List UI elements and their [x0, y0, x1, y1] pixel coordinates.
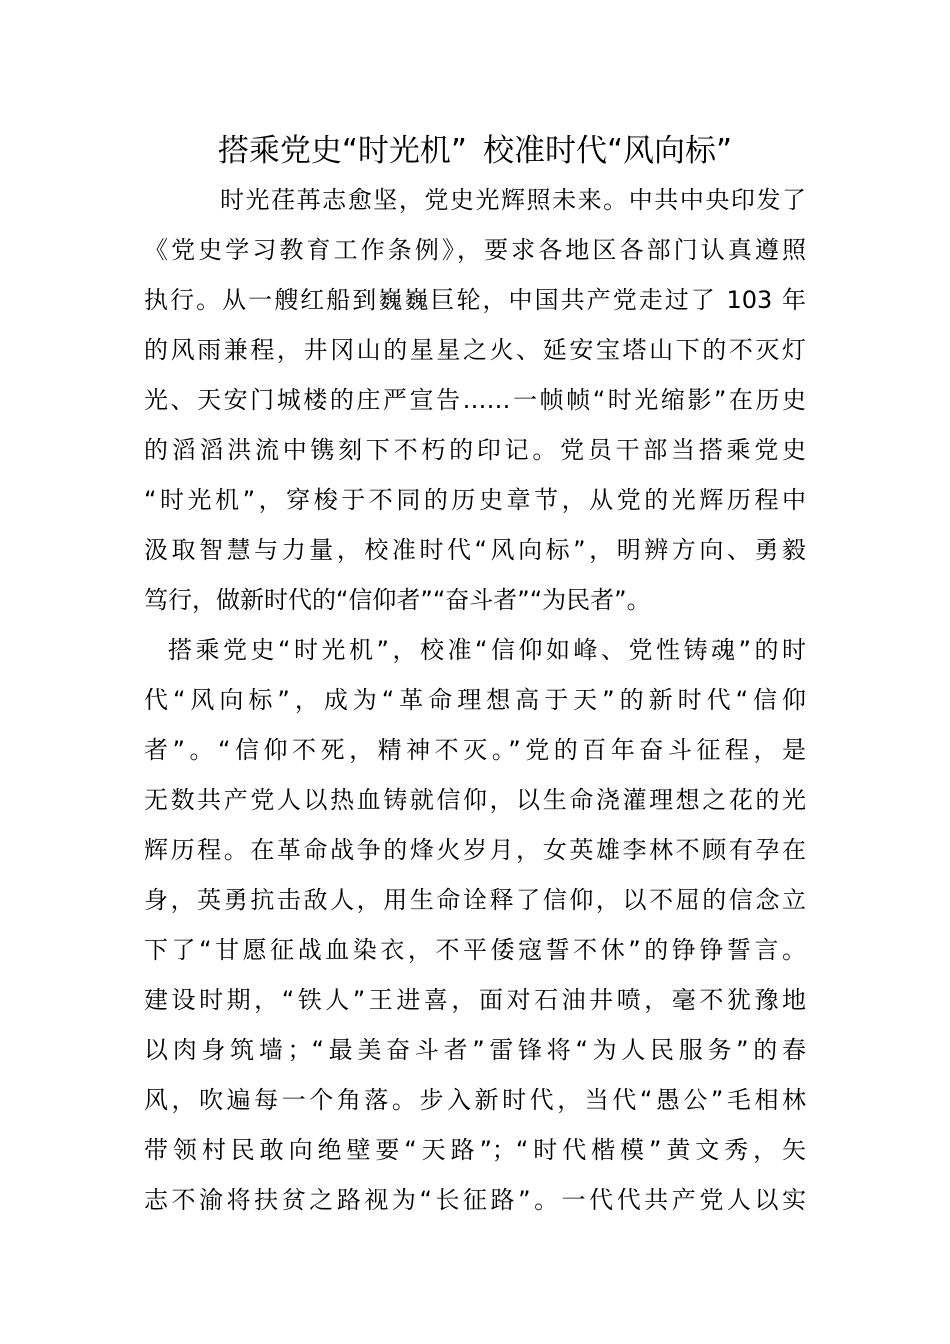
paragraph-line: 无数共产党人以热血铸就信仰，以生命浇灌理想之花的光 [144, 786, 806, 814]
paragraph-line: 代“风向标”，成为“革命理想高于天”的新时代“信仰 [144, 686, 806, 714]
paragraph-1 [144, 175, 806, 625]
paragraph-line: 的滔滔洪流中镌刻下不朽的印记。党员干部当搭乘党史 [144, 436, 806, 464]
paragraph-line: 下了“甘愿征战血染衣，不平倭寇誓不休”的铮铮誓言。 [144, 936, 806, 964]
document-body [144, 175, 806, 1225]
paragraph-line: 笃行，做新时代的“信仰者”“奋斗者”“为民者”。 [144, 586, 651, 614]
paragraph-line: 《党史学习教育工作条例》，要求各地区各部门认真遵照 [144, 236, 806, 264]
paragraph-line: 以肉身筑墙；“最美奋斗者”雷锋将“为人民服务”的春 [144, 1036, 806, 1064]
paragraph-line: 时光荏苒志愈坚，党史光辉照未来。中共中央印发了 [220, 186, 806, 214]
paragraph-line: 辉历程。在革命战争的烽火岁月，女英雄李林不顾有孕在 [144, 836, 806, 864]
title-part-2: 校准时代“风向标” [483, 133, 733, 169]
paragraph-line: 汲取智慧与力量，校准时代“风向标”，明辨方向、勇毅 [144, 536, 806, 564]
paragraph-line: 风，吹遍每一个角落。步入新时代，当代“愚公”毛相林 [144, 1086, 806, 1114]
paragraph-line: 光、天安门城楼的庄严宣告……一帧帧“时光缩影”在历史 [144, 386, 806, 414]
paragraph-line: 的风雨兼程，井冈山的星星之火、延安宝塔山下的不灭灯 [144, 336, 806, 364]
paragraph-line: 搭乘党史“时光机”，校准“信仰如峰、党性铸魂”的时 [168, 636, 806, 664]
paragraph-line: “时光机”，穿梭于不同的历史章节，从党的光辉历程中 [144, 486, 806, 514]
title-part-1: 搭乘党史“时光机” [217, 133, 467, 169]
paragraph-line: 建设时期，“铁人”王进喜，面对石油井喷，毫不犹豫地 [144, 986, 806, 1014]
paragraph-line: 带领村民敢向绝壁要“天路”；“时代楷模”黄文秀，矢 [144, 1136, 806, 1164]
paragraph-line: 志不渝将扶贫之路视为“长征路”。一代代共产党人以实 [144, 1186, 806, 1214]
paragraph-line: 身，英勇抗击敌人，用生命诠释了信仰，以不屈的信念立 [144, 886, 806, 914]
paragraph-line: 者”。“信仰不死，精神不灭。”党的百年奋斗征程，是 [144, 736, 806, 764]
paragraph-line: 执行。从一艘红船到巍巍巨轮，中国共产党走过了 103 年 [144, 286, 806, 314]
paragraph-2 [144, 625, 806, 1225]
document-title [0, 128, 950, 174]
